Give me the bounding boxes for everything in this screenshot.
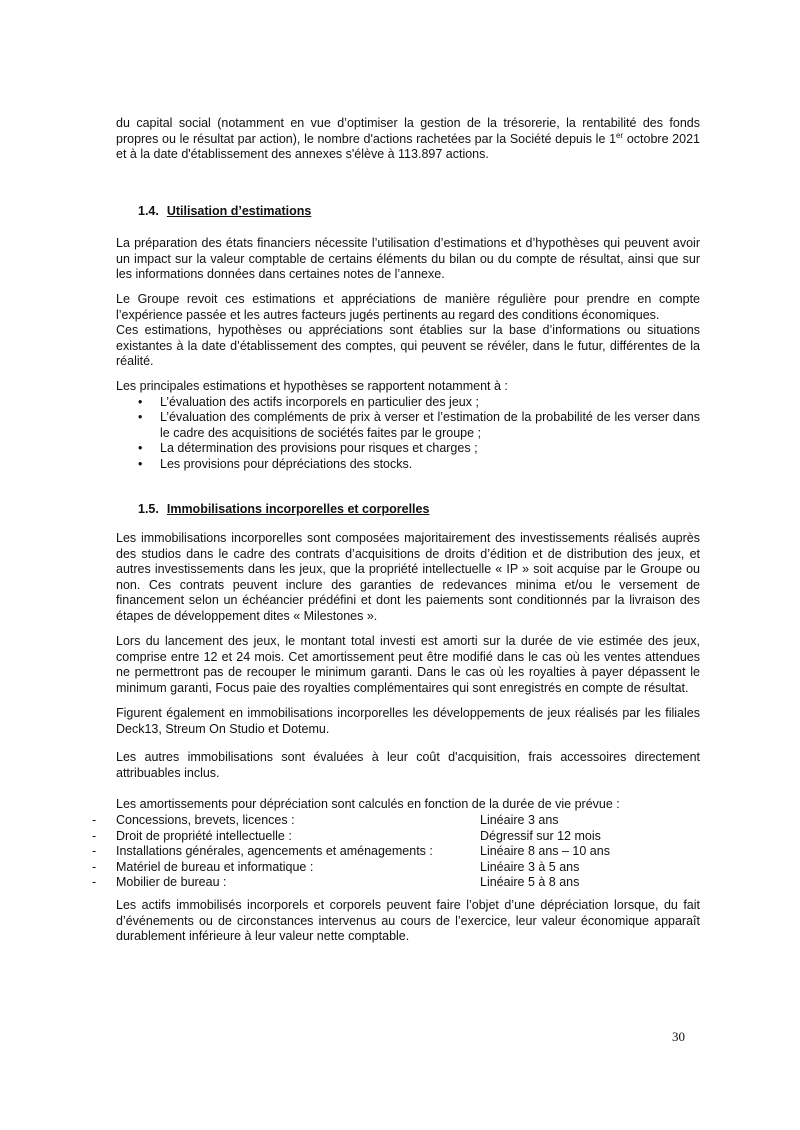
section-1-5-para-2: Lors du lancement des jeux, le montant total investi est amorti sur la durée de vie estimée des jeux, comprise entre 12 et 24 mois. Cet amortissement peut être modifié dans le cas où les ventes attendues ne permettront pas de recouper le minimum garanti. Dans le cas où les royalties à payer dépassent le minimum garanti, Focus paie des royalties complémentaires qui sont enregistrés en compte de résultat. (116, 634, 700, 695)
section-title: Utilisation d’estimations (166, 204, 312, 218)
section-1-4-list: Les principales estimations et hypothèses se rapportent notamment à : • L’évaluation des actifs incorporels en particulier des jeux ; • L’évaluation des compléments de prix à verser et l’estimation de la probabilité de les verser dans le cadre des acquisitions de sociétés faites par le groupe ; • La détermination des provisions pour risques et charges ; • Les provisions pour dépréciations des stocks. (116, 379, 700, 471)
section-1-5-para-4: Les autres immobilisations sont évaluées à leur coût d'acquisition, frais accessoires directement attribuables inclus. (116, 750, 700, 780)
section-number: 1.5. (138, 502, 159, 516)
depreciation-intro: Les amortissements pour dépréciation sont calculés en fonction de la durée de vie prévue : (116, 797, 620, 811)
section-1-4-para-2: Le Groupe revoit ces estimations et appréciations de manière régulière pour prendre en compte l’expérience passée et les autres facteurs jugés pertinents au regard des conditions économiques. Ces estimations, hypothèses ou appréciations sont établies sur la base d’informations ou situations existantes à la date d’établissement des comptes, qui peuvent se révéler, dans le futur, différentes de la réalité. (116, 292, 700, 368)
table-row: - Installations générales, agencements et aménagements : Linéaire 8 ans – 10 ans (92, 844, 610, 858)
depreciation-table (92, 813, 712, 891)
list-item: • Les provisions pour dépréciations des stocks. (138, 456, 413, 471)
estimations-list (116, 395, 700, 473)
table-row: - Droit de propriété intellectuelle : Dégressif sur 12 mois (92, 828, 601, 843)
intro-paragraph: du capital social (notamment en vue d’optimiser la gestion de la trésorerie, la rentabilité des fonds propres ou le résultat par action), le nombre d'actions rachetées par la Société depuis le 1er octobre 2021 et à la date d'établissement des annexes s'élève à 113.897 actions. (116, 116, 700, 161)
table-row: - Matériel de bureau et informatique : Linéaire 3 à 5 ans (92, 859, 580, 874)
list-item: • L’évaluation des compléments de prix à verser et l’estimation de la probabilité de les verser dans le cadre des acquisitions de sociétés faites par le groupe ; (138, 410, 700, 440)
table-row: - Concessions, brevets, licences : Linéaire 3 ans (92, 813, 559, 827)
section-1-5-para-5: Les actifs immobilisés incorporels et corporels peuvent faire l’objet d’une dépréciation lorsque, du fait d’événements ou de circonstances intervenus au cours de l’exercice, leur valeur économique apparaît durablement inférieure à leur valeur nette comptable. (116, 898, 700, 943)
list-item: • La détermination des provisions pour risques et charges ; (138, 441, 478, 455)
page-number: 30 (672, 1029, 685, 1044)
section-title: Immobilisations incorporelles et corporelles (166, 502, 430, 516)
section-1-4-heading (138, 204, 311, 220)
section-1-5-heading (138, 502, 429, 518)
section-number: 1.4. (138, 204, 159, 218)
table-row: - Mobilier de bureau : Linéaire 5 à 8 ans (92, 875, 580, 889)
section-1-5-para-1: Les immobilisations incorporelles sont composées majoritairement des investissements réalisés auprès des studios dans le cadre des contrats d’acquisitions de droits d’édition et de distribution des jeux, et autres investissements dans les jeux, que la propriété intellectuelle « IP » soit acquise par le Groupe ou non. Ces contrats peuvent inclure des garanties de redevances minima et/ou le versement de financement selon un échéancier prédéfini et dont les paiements sont conditionnés par la livraison des étapes de développement dites « Milestones ». (116, 531, 700, 623)
list-item: • L’évaluation des actifs incorporels en particulier des jeux ; (138, 394, 479, 409)
section-1-4-para-1: La préparation des états financiers nécessite l’utilisation d’estimations et d’hypothèses qui peuvent avoir un impact sur la valeur comptable de certains éléments du bilan ou du compte de résultat, ainsi que sur les informations données dans certaines notes de l’annexe. (116, 236, 700, 281)
section-1-5-para-3: Figurent également en immobilisations incorporelles les développements de jeux réalisés par les filiales Deck13, Streum On Studio et Dotemu. (116, 706, 700, 736)
